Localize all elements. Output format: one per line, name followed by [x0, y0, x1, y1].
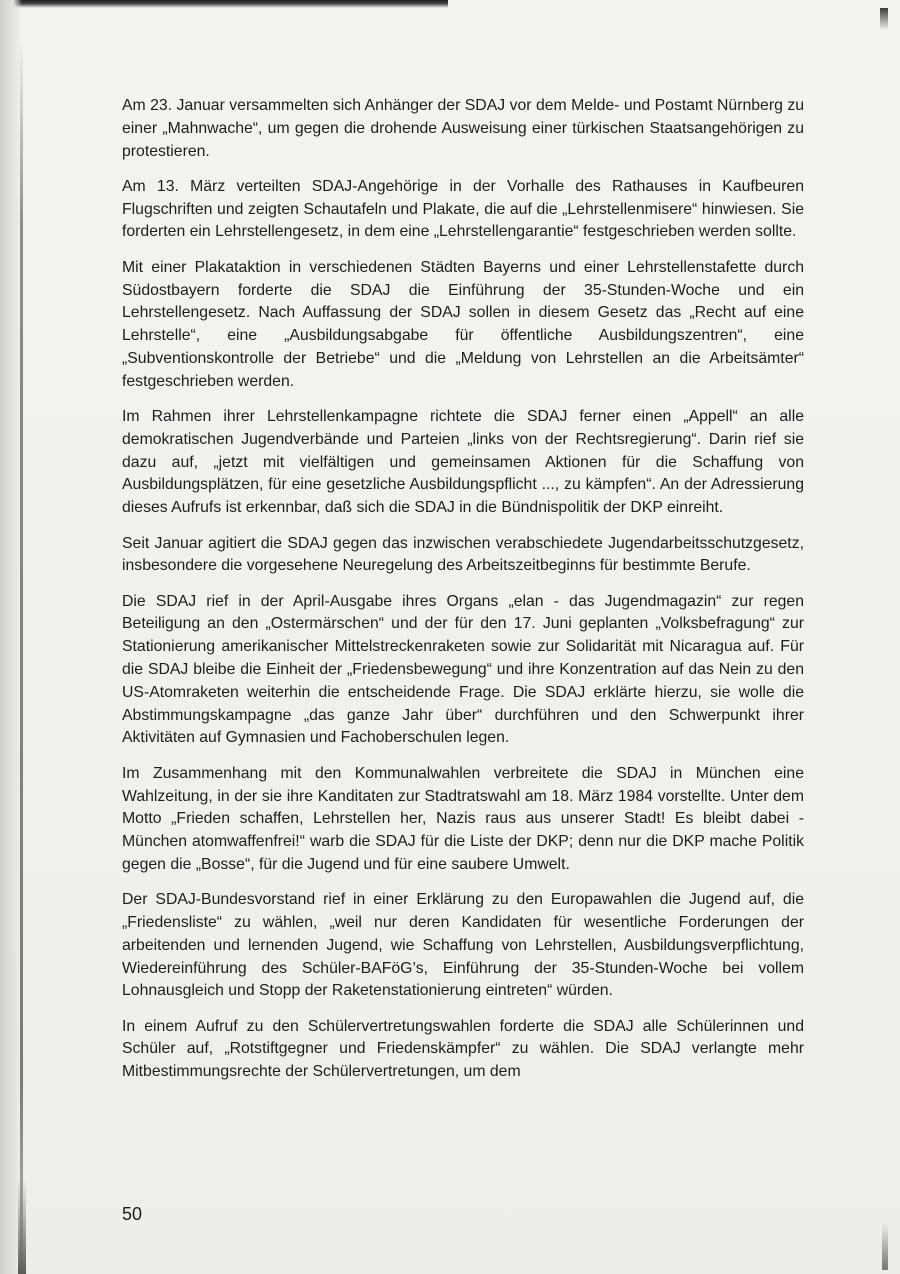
- paragraph-europawahlen: Der SDAJ-Bundesvorstand rief in einer Erklärung zu den Europawahlen die Jugend auf, die „Friedensliste“ zu wählen, „weil nur deren Kandidaten für wesentliche Forderungen der arbeitenden und lernenden Jugend, wie Schaffung von Lehrstellen, Ausbildungsverpflichtung, Wiedereinführung des Schüler-BAFöG’s, Einführung der 35-Stunden-Woche bei vollem Lohnausgleich und Stopp der Raketenstationierung eintreten“ würden.: [122, 891, 804, 1000]
- body-text: [122, 95, 804, 1084]
- paragraph-kommunalwahlen: Im Zusammenhang mit den Kommunalwahlen verbreitete die SDAJ in München eine Wahlzeitung, in der sie ihre Kanditaten zur Stadtratswahl am 18. März 1984 vorstellte. Unter dem Motto „Frieden schaffen, Lehrstellen her, Nazis raus aus unserer Stadt! Es bleibt dabei - München atomwaffenfrei!“ warb die SDAJ für die Liste der DKP; denn nur die DKP mache Politik gegen die „Bosse“, für die Jugend und für eine saubere Umwelt.: [122, 764, 804, 873]
- scan-edge-right-top: [880, 8, 888, 30]
- paragraph-elan: Die SDAJ rief in der April-Ausgabe ihres Organs „elan - das Jugendmagazin“ zur regen Beteiligung an den „Ostermärschen“ und der für den 17. Juni geplanten „Volksbefragung“ zur Stationierung amerikanischer Mittelstreckenraketen sowie zur Solidarität mit Nicaragua auf. Für die SDAJ bleibe die Einheit der „Friedensbewegung“ und ihre Konzentration auf das Nein zu den US-Atomraketen weiterhin die entscheidende Frage. Die SDAJ erklärte hierzu, sie wolle die Abstimmungskampagne „das ganze Jahr über“ durchführen und den Schwerpunkt ihrer Aktivitäten auf Gymnasien und Fachoberschulen legen.: [122, 592, 804, 747]
- scan-edge-right-bottom: [882, 1222, 888, 1270]
- scan-binding-line: [20, 40, 23, 1270]
- scan-edge-left-bottom: [18, 1180, 26, 1274]
- paragraph-plakataktion: Mit einer Plakataktion in verschiedenen Städten Bayerns und einer Lehrstellenstafette durch Südostbayern forderte die SDAJ die Einführung der 35-Stunden-Woche und ein Lehrstellengesetz. Nach Auffassung der SDAJ sollen in diesem Gesetz das „Recht auf eine Lehrstelle“, eine „Ausbildungsabgabe für öffentliche Ausbildungszentren“, eine „Subventionskontrolle der Betriebe“ und die „Meldung von Lehrstellen an die Arbeitsämter“ festgeschrieben werden.: [122, 258, 804, 390]
- scan-edge-left: [0, 0, 22, 1274]
- paragraph-mahnwache: Am 23. Januar versammelten sich Anhänger der SDAJ vor dem Melde- und Postamt Nürnberg zu einer „Mahnwache“, um gegen die drohende Ausweisung einer türkischen Staatsangehörigen zu protestieren.: [122, 97, 804, 160]
- scan-edge-top: [8, 0, 448, 8]
- paragraph-schuelervertretung: In einem Aufruf zu den Schülervertretungswahlen forderte die SDAJ alle Schülerinnen und Schüler auf, „Rotstiftgegner und Friedenskämpfer“ zu wählen. Die SDAJ verlangte mehr Mitbestimmungsrechte der Schülervertretungen, um dem: [122, 1017, 804, 1081]
- paragraph-appell: Im Rahmen ihrer Lehrstellenkampagne richtete die SDAJ ferner einen „Appell“ an alle demokratischen Jugendverbände und Parteien „links von der Rechtsregierung“. Darin rief sie dazu auf, „jetzt mit vielfältigen und gemeinsamen Aktionen für die Schaffung von Ausbildungsplätzen, für eine gesetzliche Ausbildungspflicht ..., zu kämpfen“. An der Adressierung dieses Aufrufs ist erkennbar, daß sich die SDAJ in die Bündnispolitik der DKP einreiht.: [122, 408, 804, 517]
- paragraph-kaufbeuren: Am 13. März verteilten SDAJ-Angehörige in der Vorhalle des Rathauses in Kaufbeuren Flugschriften und zeigten Schautafeln und Plakate, die auf die „Lehrstellenmisere“ hinwiesen. Sie forderten ein Lehrstellengesetz, in dem eine „Lehrstellengarantie“ festgeschrieben werden sollte.: [122, 177, 804, 241]
- paragraph-jugendarbeitsschutz: Seit Januar agitiert die SDAJ gegen das inzwischen verabschiedete Jugendarbeitsschutzgesetz, insbesondere die vorgesehene Neuregelung des Arbeitszeitbeginns für bestimmte Berufe.: [122, 534, 804, 575]
- page-number: 50: [122, 1204, 143, 1224]
